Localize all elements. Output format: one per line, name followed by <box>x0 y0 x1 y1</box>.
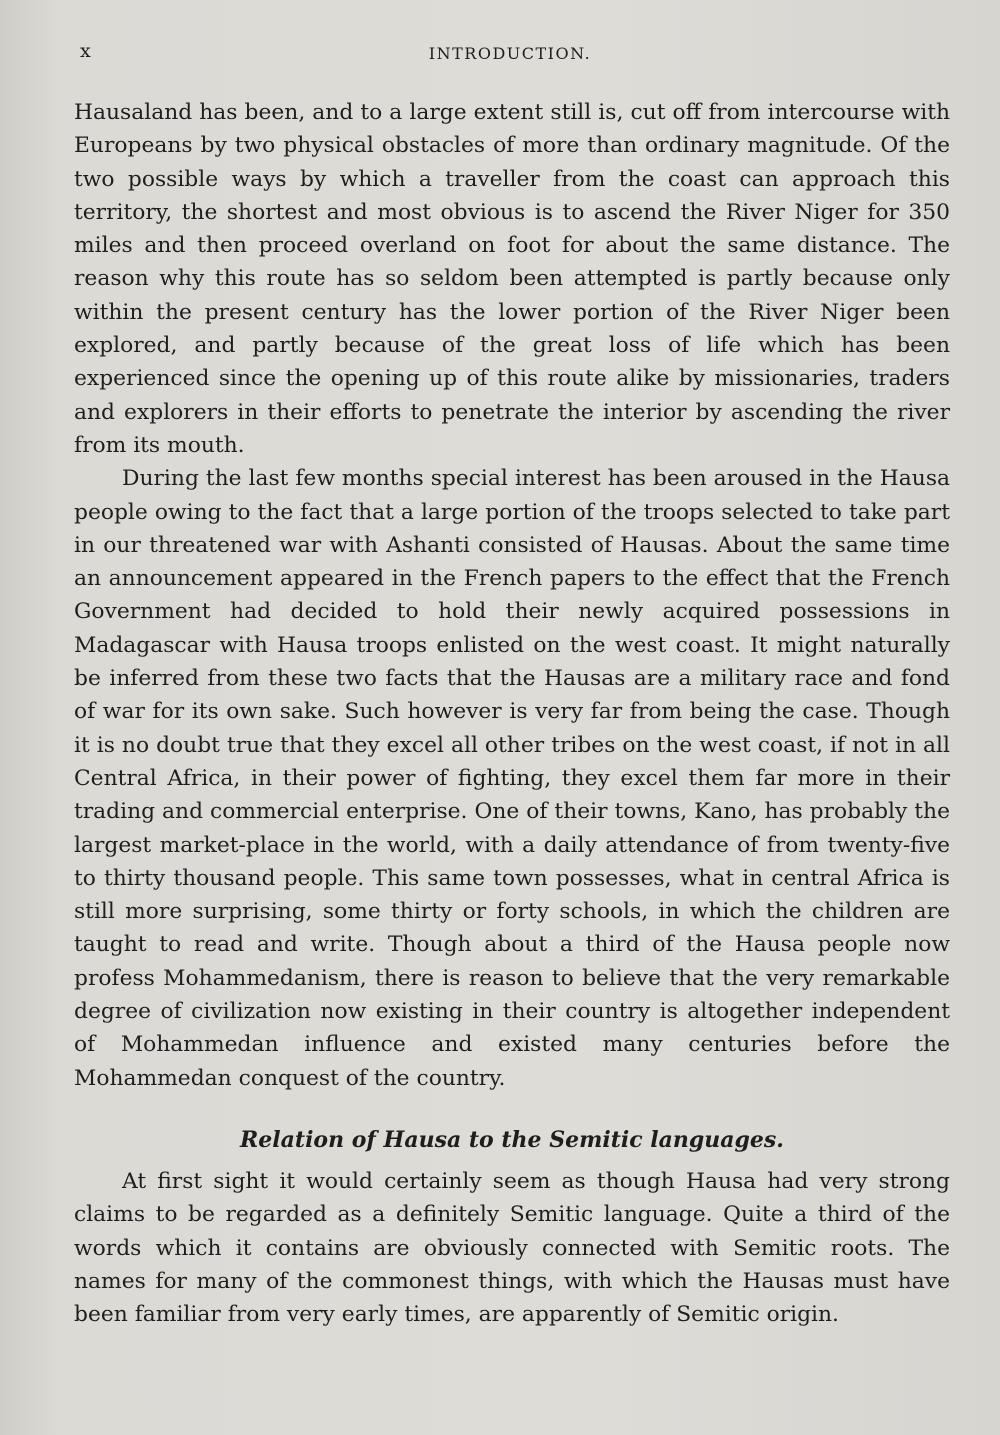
running-title: INTRODUCTION. <box>428 44 592 63</box>
section-paragraph: At first sight it would certainly seem as though Hausa had very strong claims to be regarded as a definitely Semitic language. Quite a third of the words which it contains are obviously connected with Semitic roots. The names for many of the commonest things, with which the Hausas must have been familiar from very early times, are apparently of Semitic origin. <box>74 1168 950 1328</box>
paragraph-2: During the last few months special interest has been aroused in the Hausa people owing to the fact that a large portion of the troops selected to take part in our threatened war with Ashanti consisted of Hausas. About the same time an announcement appeared in the French papers to the effect that the French Government had decided to hold their newly acquired possessions in Madagascar with Hausa troops enlisted on the west coast. It might naturally be inferred from these two facts that the Hausas are a military race and fond of war for its own sake. Such however is very far from being the case. Though it is no doubt true that they excel all other tribes on the west coast, if not in all Central Africa, in their power of fighting, they excel them far more in their trading and commercial enterprise. One of their towns, Kano, has probably the largest market-place in the world, with a daily attendance of from twenty-five to thirty thousand people. This same town possesses, what in central Africa is still more surprising, some thirty or forty schools, in which the children are taught to read and write. Though about a third of the Hausa people now profess Mohammedanism, there is reason to believe that the very remarkable degree of civilization now existing in their country is altogether independent of Mohammedan influence and existed many centuries before the Mohammedan conquest of the country. <box>74 466 950 1091</box>
page-header <box>80 40 940 74</box>
page-number: x <box>80 40 92 62</box>
page-body <box>74 96 950 1331</box>
paragraph-1: Hausaland has been, and to a large extent still is, cut off from intercourse with Europeans by two physical obstacles of more than ordinary magnitude. Of the two possible ways by which a traveller from the coast can approach this territory, the shortest and most obvious is to ascend the River Niger for 350 miles and then proceed overland on foot for about the same distance. The reason why this route has so seldom been attempted is partly because only within the present century has the lower portion of the River Niger been explored, and partly because of the great loss of life which has been experienced since the opening up of this route alike by missionaries, traders and explorers in their efforts to penetrate the interior by ascending the river from its mouth. <box>74 100 950 458</box>
section-heading: Relation of Hausa to the Semitic languages. <box>240 1126 784 1153</box>
